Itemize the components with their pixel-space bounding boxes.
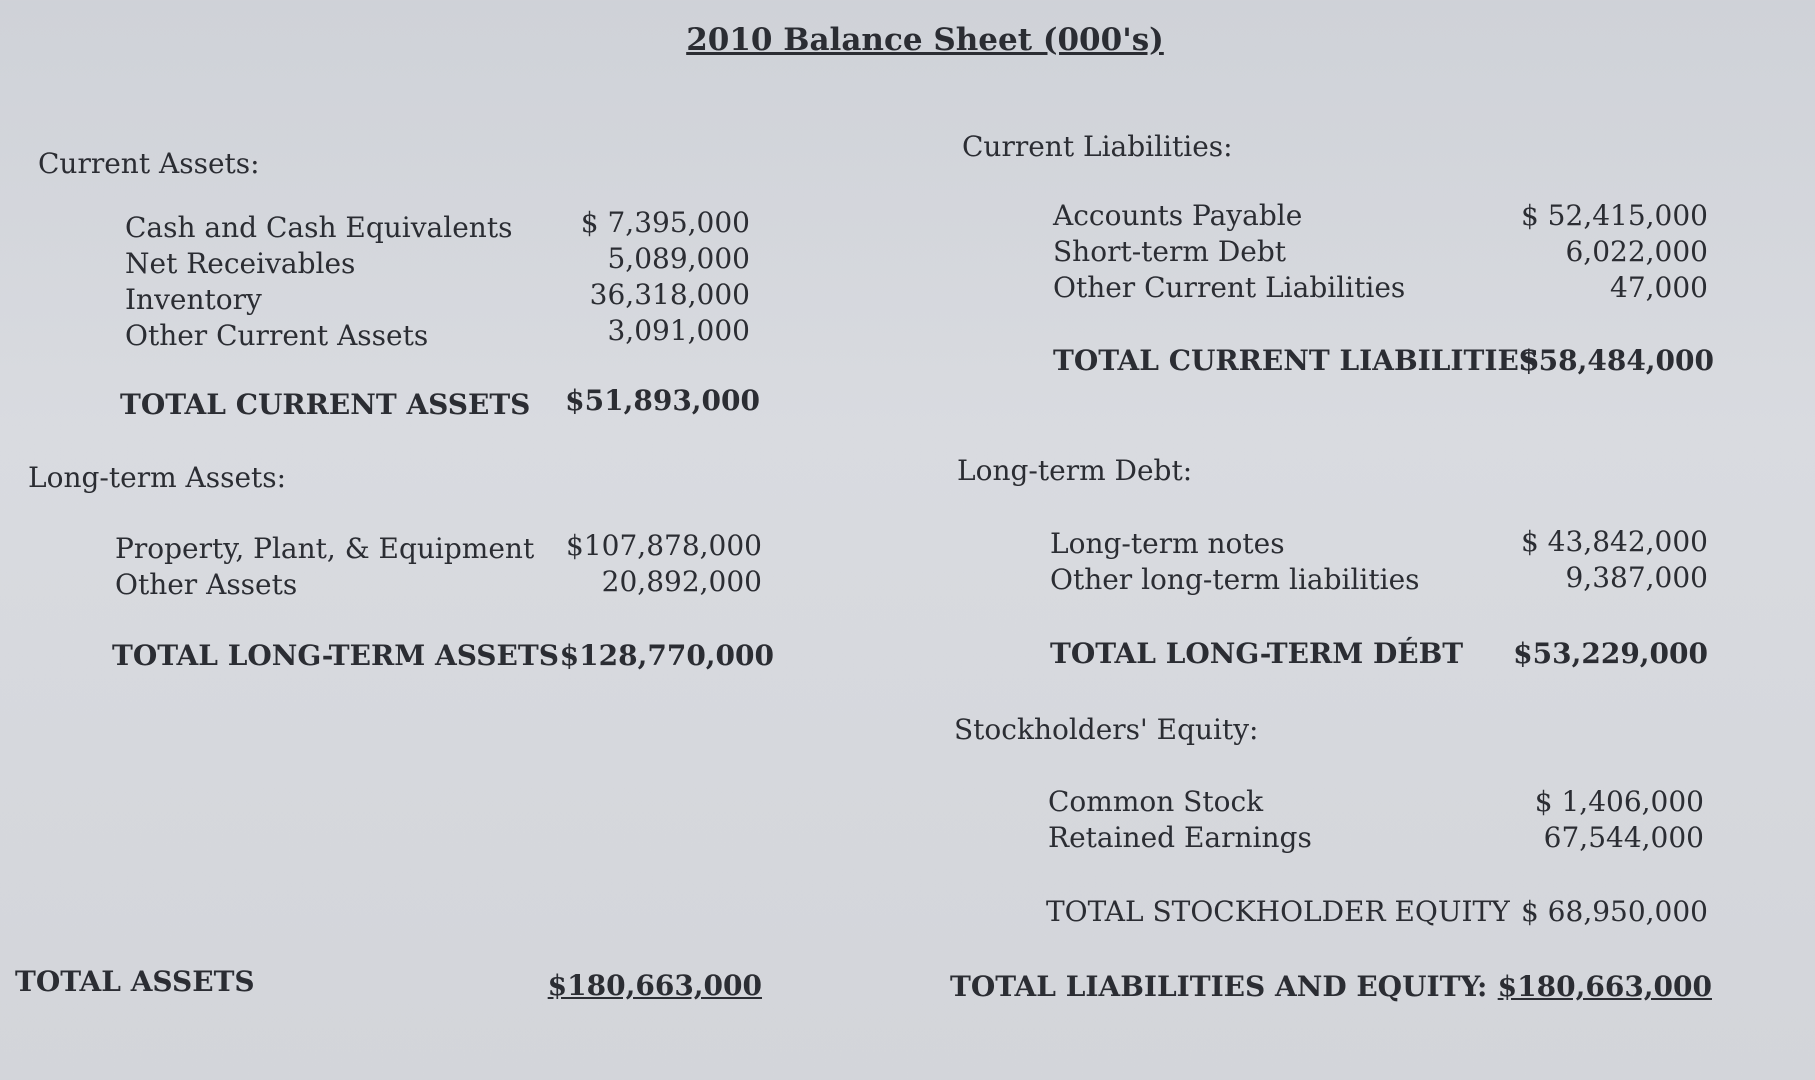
receivables-label: Net Receivables [125, 247, 356, 280]
cash-label: Cash and Cash Equivalents [125, 211, 513, 244]
longterm-assets-values [540, 528, 762, 600]
ppe-value: $107,878,000 [566, 529, 762, 562]
total-liabilities-equity-label: TOTAL LIABILITIES AND EQUITY: [950, 970, 1488, 1003]
retained-earnings-value: 67,544,000 [1543, 821, 1704, 854]
other-longterm-liabilities-value: 9,387,000 [1565, 561, 1708, 594]
short-term-debt-value: 6,022,000 [1565, 235, 1708, 268]
inventory-value: 36,318,000 [589, 278, 750, 311]
equity-values [1490, 784, 1704, 856]
longterm-assets-header: Long-term Assets: [28, 461, 287, 494]
total-equity-value: $ 68,950,000 [1520, 895, 1708, 928]
equity-header: Stockholders' Equity: [954, 713, 1259, 746]
current-liabilities-labels [1053, 198, 1405, 306]
page-title: 2010 Balance Sheet (000's) [686, 22, 1164, 58]
other-assets-value: 20,892,000 [601, 565, 762, 598]
inventory-label: Inventory [125, 283, 262, 316]
total-assets-value: $180,663,000 [547, 969, 762, 1002]
current-assets-values [540, 205, 750, 349]
accounts-payable-value: $ 52,415,000 [1520, 199, 1708, 232]
total-longterm-assets-value: $128,770,000 [559, 639, 774, 672]
longterm-notes-label: Long-term notes [1050, 527, 1285, 560]
total-current-liabilities-value: $58,484,000 [1519, 344, 1714, 377]
total-longterm-assets-label: TOTAL LONG-TERM ASSETS [112, 639, 559, 672]
longterm-debt-labels [1050, 526, 1420, 598]
accounts-payable-label: Accounts Payable [1053, 199, 1303, 232]
longterm-notes-value: $ 43,842,000 [1520, 525, 1708, 558]
current-assets-header: Current Assets: [38, 147, 260, 180]
receivables-value: 5,089,000 [607, 242, 750, 275]
other-current-liabilities-value: 47,000 [1610, 271, 1708, 304]
total-longterm-debt-label: TOTAL LONG-TERM DÉBT [1050, 637, 1464, 670]
common-stock-label: Common Stock [1048, 785, 1264, 818]
equity-labels [1048, 784, 1312, 856]
other-current-assets-value: 3,091,000 [607, 314, 750, 347]
total-current-assets-value: $51,893,000 [565, 384, 760, 417]
short-term-debt-label: Short-term Debt [1053, 235, 1287, 268]
total-current-liabilities-label: TOTAL CURRENT LIABILITIES [1053, 344, 1540, 377]
longterm-debt-header: Long-term Debt: [957, 454, 1193, 487]
other-longterm-liabilities-label: Other long-term liabilities [1050, 563, 1420, 596]
other-assets-label: Other Assets [115, 568, 298, 601]
current-liabilities-header: Current Liabilities: [962, 130, 1233, 163]
other-current-assets-label: Other Current Assets [125, 319, 429, 352]
current-liabilities-values [1490, 198, 1708, 306]
longterm-debt-values [1490, 524, 1708, 596]
other-current-liabilities-label: Other Current Liabilities [1053, 271, 1406, 304]
total-equity-label: TOTAL STOCKHOLDER EQUITY [1046, 895, 1510, 928]
total-current-assets-label: TOTAL CURRENT ASSETS [120, 388, 531, 421]
total-liabilities-equity-value: $180,663,000 [1497, 970, 1712, 1003]
common-stock-value: $ 1,406,000 [1534, 785, 1704, 818]
current-assets-labels [125, 210, 512, 354]
retained-earnings-label: Retained Earnings [1048, 821, 1312, 854]
longterm-assets-labels [115, 531, 534, 603]
ppe-label: Property, Plant, & Equipment [115, 532, 535, 565]
total-assets-label: TOTAL ASSETS [15, 965, 255, 998]
cash-value: $ 7,395,000 [580, 206, 750, 239]
total-longterm-debt-value: $53,229,000 [1513, 637, 1708, 670]
